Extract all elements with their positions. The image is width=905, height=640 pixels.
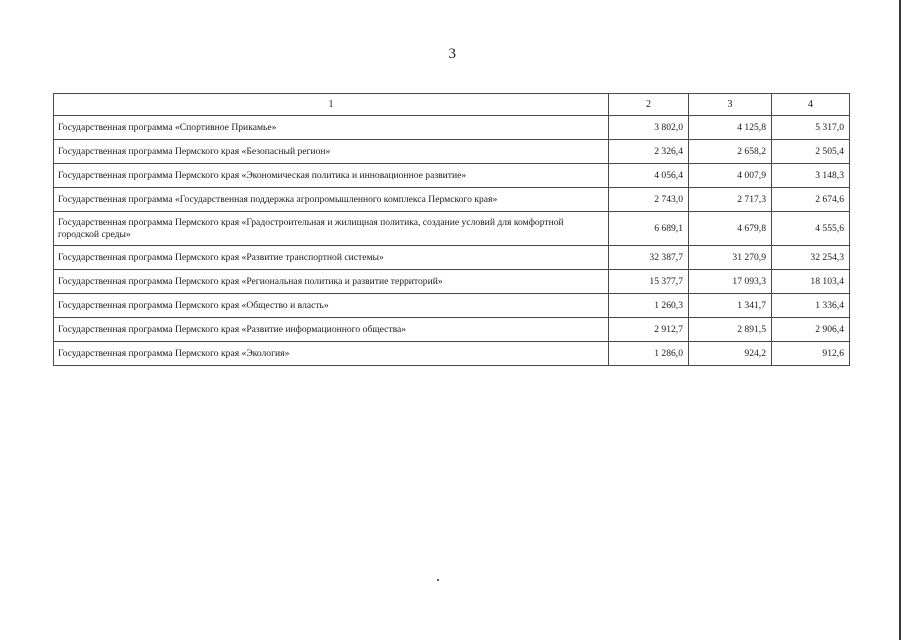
- value-cell: 3 148,3: [772, 164, 850, 188]
- value-cell: 31 270,9: [689, 246, 772, 270]
- table-row: [54, 294, 850, 318]
- value-cell: 2 658,2: [689, 140, 772, 164]
- value-cell: 2 912,7: [609, 318, 689, 342]
- program-name: Государственная программа Пермского края «Развитие информационного общества»: [54, 318, 609, 342]
- program-name: Государственная программа Пермского края «Общество и власть»: [54, 294, 609, 318]
- column-header: 3: [689, 94, 772, 116]
- value-cell: 2 505,4: [772, 140, 850, 164]
- table-row: [54, 270, 850, 294]
- value-cell: 1 336,4: [772, 294, 850, 318]
- value-cell: 2 326,4: [609, 140, 689, 164]
- scan-speck: [437, 579, 439, 581]
- table-row: [54, 188, 850, 212]
- table-row: [54, 342, 850, 366]
- table-row: [54, 116, 850, 140]
- program-name: Государственная программа «Государственная поддержка агропромышленного комплекса Пермского края»: [54, 188, 609, 212]
- value-cell: 4 056,4: [609, 164, 689, 188]
- value-cell: 32 254,3: [772, 246, 850, 270]
- value-cell: 4 125,8: [689, 116, 772, 140]
- value-cell: 1 260,3: [609, 294, 689, 318]
- program-name: Государственная программа «Спортивное Прикамье»: [54, 116, 609, 140]
- program-name: Государственная программа Пермского края «Региональная политика и развитие территорий»: [54, 270, 609, 294]
- value-cell: 2 717,3: [689, 188, 772, 212]
- value-cell: 4 679,8: [689, 212, 772, 246]
- table-row: [54, 318, 850, 342]
- value-cell: 32 387,7: [609, 246, 689, 270]
- column-header: 4: [772, 94, 850, 116]
- program-name: Государственная программа Пермского края «Экология»: [54, 342, 609, 366]
- value-cell: 5 317,0: [772, 116, 850, 140]
- program-name: Государственная программа Пермского края «Градостроительная и жилищная политика, создание условий для комфортной городской среды»: [54, 212, 609, 246]
- table-row: [54, 212, 850, 246]
- value-cell: 15 377,7: [609, 270, 689, 294]
- page-edge: [899, 0, 901, 640]
- value-cell: 2 674,6: [772, 188, 850, 212]
- value-cell: 2 891,5: [689, 318, 772, 342]
- value-cell: 3 802,0: [609, 116, 689, 140]
- budget-table: [53, 93, 850, 366]
- value-cell: 912,6: [772, 342, 850, 366]
- value-cell: 1 286,0: [609, 342, 689, 366]
- column-header: 1: [54, 94, 609, 116]
- value-cell: 1 341,7: [689, 294, 772, 318]
- value-cell: 17 093,3: [689, 270, 772, 294]
- program-name: Государственная программа Пермского края «Экономическая политика и инновационное развитие»: [54, 164, 609, 188]
- table-row: [54, 164, 850, 188]
- value-cell: 6 689,1: [609, 212, 689, 246]
- program-name: Государственная программа Пермского края «Безопасный регион»: [54, 140, 609, 164]
- value-cell: 924,2: [689, 342, 772, 366]
- value-cell: 18 103,4: [772, 270, 850, 294]
- table-header-row: [54, 94, 850, 116]
- program-name: Государственная программа Пермского края «Развитие транспортной системы»: [54, 246, 609, 270]
- value-cell: 4 555,6: [772, 212, 850, 246]
- value-cell: 4 007,9: [689, 164, 772, 188]
- table-row: [54, 140, 850, 164]
- column-header: 2: [609, 94, 689, 116]
- page-number: 3: [448, 46, 457, 62]
- table-row: [54, 246, 850, 270]
- value-cell: 2 906,4: [772, 318, 850, 342]
- value-cell: 2 743,0: [609, 188, 689, 212]
